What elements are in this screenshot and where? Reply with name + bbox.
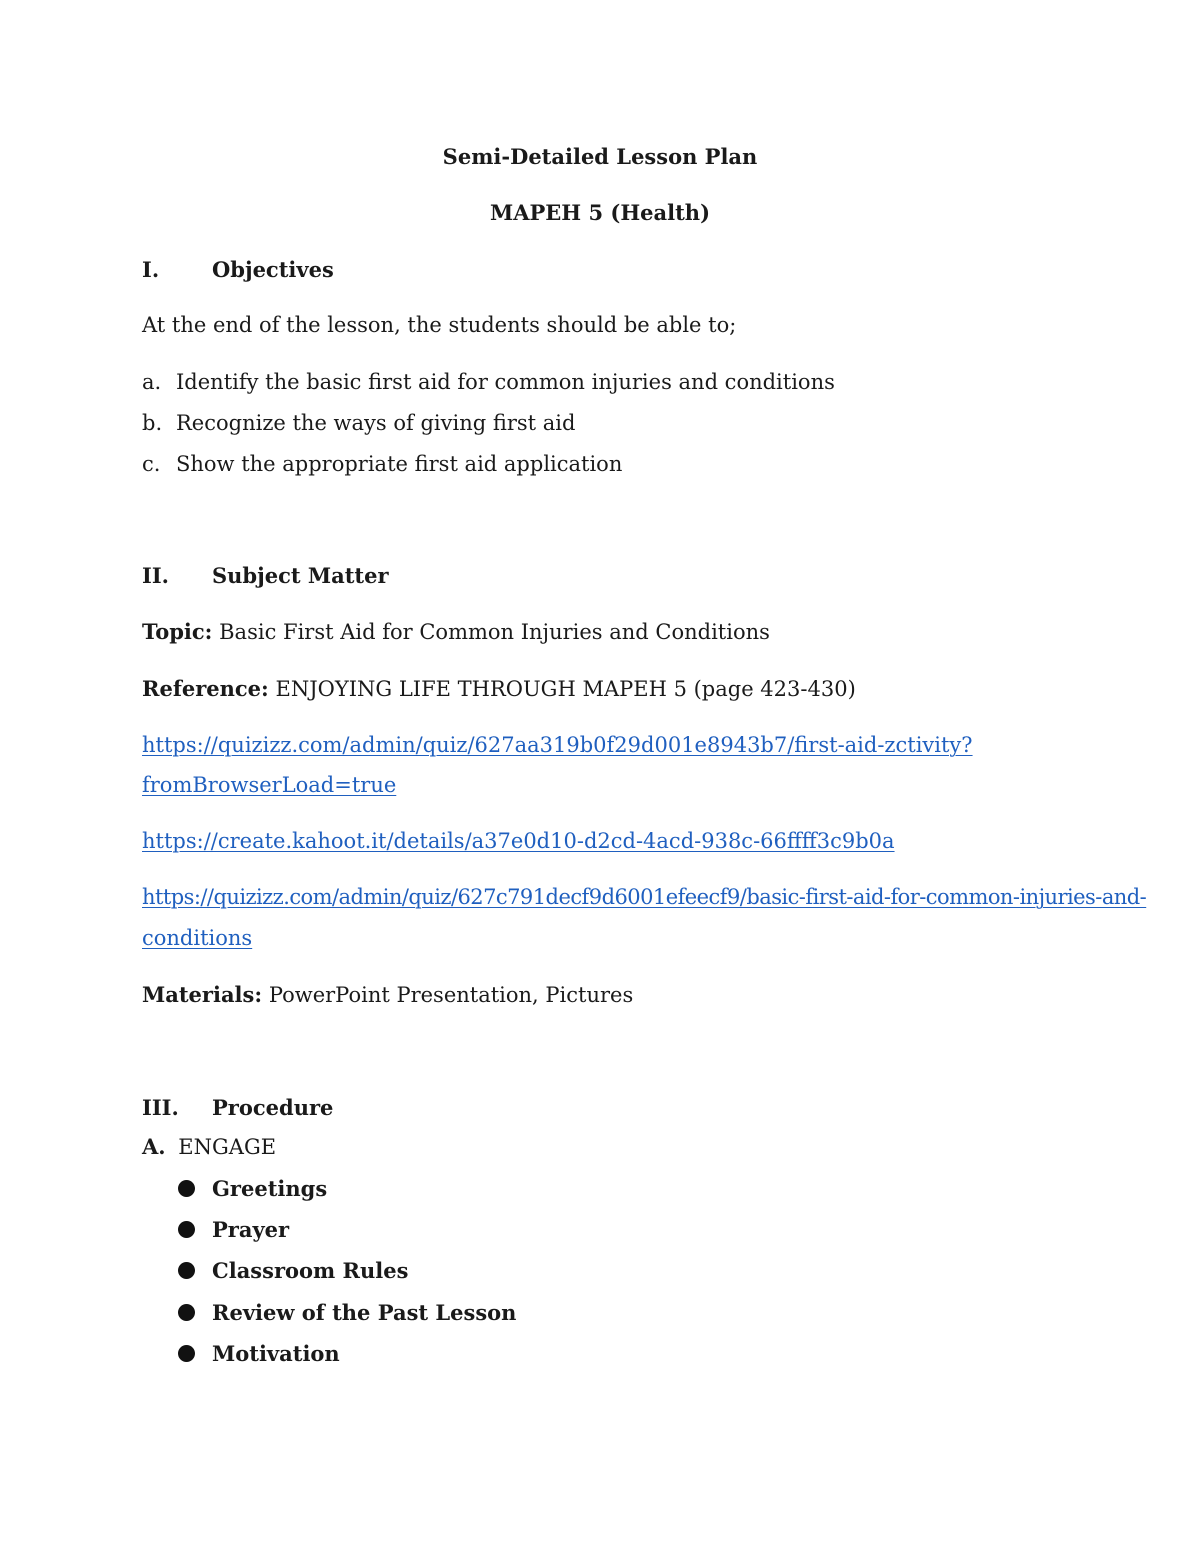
section-number: III. [142,1095,179,1120]
reference-value: ENJOYING LIFE THROUGH MAPEH 5 (page 423-430) [275,677,856,701]
topic-value: Basic First Aid for Common Injuries and Conditions [219,620,770,644]
objective-item: Show the appropriate first aid application [176,452,623,476]
reference-line [142,678,856,700]
objectives-intro: At the end of the lesson, the students should be able to; [142,313,737,337]
list-item-text: Greetings [212,1176,328,1201]
materials-line [142,984,633,1006]
quizizz-basic-first-aid-link-cont[interactable]: conditions [142,926,253,950]
document-subtitle: MAPEH 5 (Health) [489,200,711,225]
section-title: Procedure [212,1095,334,1120]
section-title: Subject Matter [212,563,389,588]
quizizz-first-aid-link[interactable]: https://quizizz.com/admin/quiz/627aa319b0f29d001e8943b7/first-aid-zctivity? [142,733,973,757]
section-number: I. [142,257,160,282]
bullet-dot-icon [178,1304,195,1321]
bullet-dot-icon [178,1221,195,1238]
section-title: Objectives [212,257,334,282]
quizizz-basic-first-aid-link[interactable]: https://quizizz.com/admin/quiz/627c791decf9d6001efeecf9/basic-first-aid-for-common-injuries-and- [142,885,1147,909]
materials-label: Materials: [142,982,263,1007]
bullet-dot-icon [178,1262,195,1279]
topic-line [142,621,770,643]
materials-value: PowerPoint Presentation, Pictures [268,983,634,1007]
section-number: II. [142,563,169,588]
kahoot-link[interactable]: https://create.kahoot.it/details/a37e0d10-d2cd-4acd-938c-66ffff3c9b0a [142,829,895,853]
list-item-text: Review of the Past Lesson [212,1300,517,1325]
objective-item: Identify the basic first aid for common injuries and conditions [176,370,835,394]
engage-line [142,1136,276,1158]
bullet-dot-icon [178,1345,195,1362]
document-title: Semi-Detailed Lesson Plan [442,144,758,169]
quizizz-first-aid-link-cont[interactable]: fromBrowserLoad=true [142,773,397,797]
reference-label: Reference: [142,676,269,701]
bullet-dot-icon [178,1180,195,1197]
list-item-text: Prayer [212,1217,290,1242]
list-item-text: Classroom Rules [212,1258,409,1283]
objective-marker: c. [142,452,161,476]
list-item-text: Motivation [212,1341,340,1366]
engage-label: ENGAGE [178,1135,277,1159]
objective-marker: b. [142,411,163,435]
objective-item: Recognize the ways of giving first aid [176,411,576,435]
topic-label: Topic: [142,619,213,644]
objective-marker: a. [142,370,162,394]
engage-marker: A. [142,1134,166,1159]
